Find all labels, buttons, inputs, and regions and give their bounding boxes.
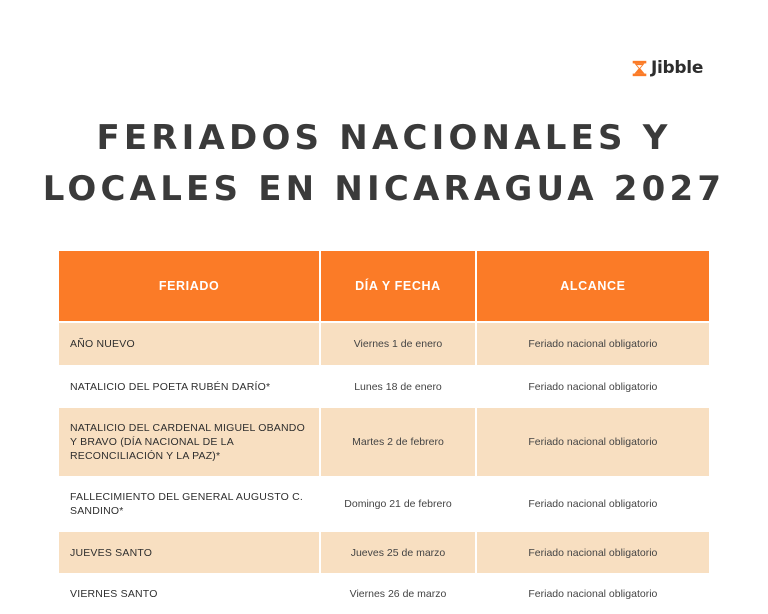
holiday-date: Lunes 18 de enero	[321, 365, 475, 408]
title-line-1: FERIADOS NACIONALES Y	[96, 118, 672, 158]
table-row	[59, 573, 709, 614]
table-header-row	[59, 251, 709, 321]
table-row	[59, 408, 709, 476]
table-row	[59, 323, 709, 365]
jibble-logo	[631, 58, 703, 78]
holiday-scope: Feriado nacional obligatorio	[477, 573, 709, 614]
page-title	[0, 113, 768, 215]
holiday-scope: Feriado nacional obligatorio	[477, 476, 709, 532]
holiday-date: Domingo 21 de febrero	[321, 476, 475, 532]
header-date: DÍA Y FECHA	[321, 251, 475, 321]
holidays-table	[59, 251, 709, 614]
table-row	[59, 532, 709, 573]
holiday-name: JUEVES SANTO	[59, 532, 319, 573]
header-scope: ALCANCE	[477, 251, 709, 321]
holiday-scope: Feriado nacional obligatorio	[477, 408, 709, 476]
holiday-date: Martes 2 de febrero	[321, 408, 475, 476]
holiday-name: FALLECIMIENTO DEL GENERAL AUGUSTO C. SANDINO*	[59, 476, 319, 532]
holiday-date: Viernes 26 de marzo	[321, 573, 475, 614]
holiday-date: Jueves 25 de marzo	[321, 532, 475, 573]
table-row	[59, 476, 709, 532]
table-row	[59, 365, 709, 408]
holiday-name: AÑO NUEVO	[59, 323, 319, 365]
holiday-scope: Feriado nacional obligatorio	[477, 365, 709, 408]
title-line-2: LOCALES EN NICARAGUA 2027	[42, 169, 726, 209]
holiday-name: VIERNES SANTO	[59, 573, 319, 614]
holiday-name: NATALICIO DEL CARDENAL MIGUEL OBANDO Y BRAVO (DÍA NACIONAL DE LA RECONCILIACIÓN Y LA PAZ)*	[59, 408, 319, 476]
hourglass-logo-icon	[631, 60, 648, 77]
logo-wordmark: Jibble	[651, 58, 704, 78]
header-holiday: FERIADO	[59, 251, 319, 321]
holiday-scope: Feriado nacional obligatorio	[477, 323, 709, 365]
holiday-scope: Feriado nacional obligatorio	[477, 532, 709, 573]
holiday-date: Viernes 1 de enero	[321, 323, 475, 365]
holiday-name: NATALICIO DEL POETA RUBÉN DARÍO*	[59, 365, 319, 408]
